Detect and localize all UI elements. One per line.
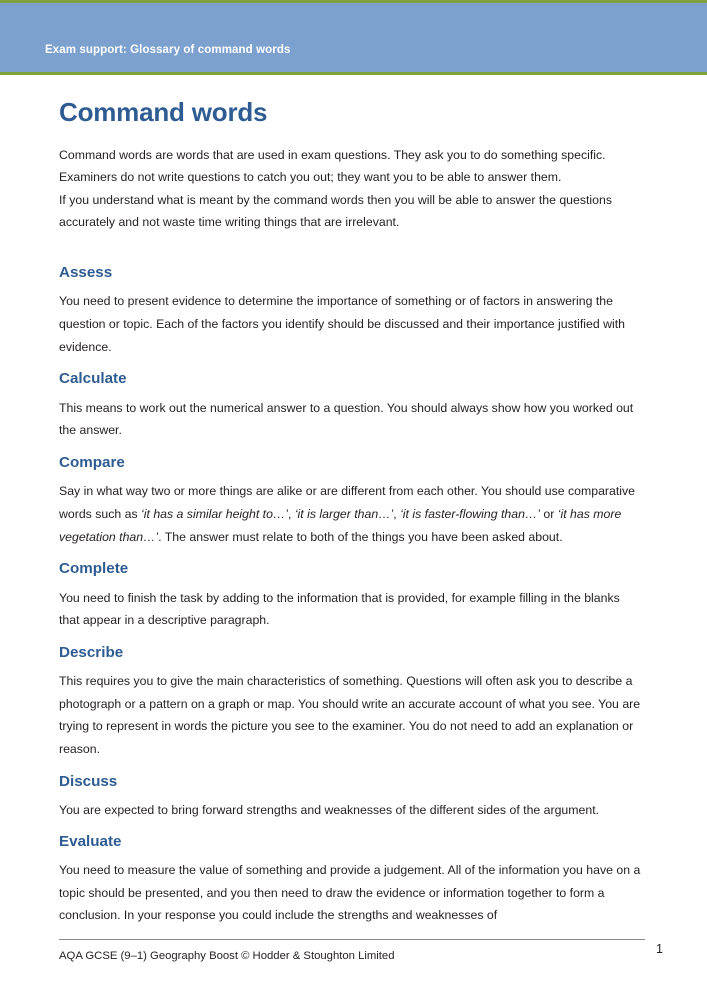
section-heading: Calculate [59,370,127,388]
glossary-section-compare [59,454,642,548]
page-number: 1 [656,942,663,956]
document-content [59,98,642,939]
intro-block [59,144,642,234]
glossary-section-discuss [59,773,642,822]
intro-paragraph-1: Command words are words that are used in exam questions. They ask you to do something specific. Examiners do not write questions to catch you out; they want you to be able to answer them. [59,147,606,185]
glossary-section-describe [59,644,642,761]
section-heading: Evaluate [59,832,122,850]
glossary-section-complete [59,560,642,632]
page-header-banner [0,0,707,75]
header-title: Exam support: Glossary of command words [45,44,291,56]
section-heading: Describe [59,643,124,661]
section-heading: Complete [59,560,129,578]
section-body: This requires you to give the main characteristics of something. Questions will often ask you to describe a photograph or a pattern on a graph or map. You should write an accurate account of what you see. You are trying to represent in words the picture you see to the examiner. You do not need to add an explanation or reason. [59,674,641,757]
section-heading: Compare [59,453,125,471]
section-heading: Discuss [59,772,118,790]
glossary-section-assess [59,264,642,358]
section-body: You need to present evidence to determine the importance of something or of factors in answering the question or topic. Each of the factors you identify should be discussed and their importance justified with evidence. [59,294,625,354]
footer-credit: AQA GCSE (9–1) Geography Boost © Hodder & Stoughton Limited [59,950,395,962]
intro-paragraph-2: If you understand what is meant by the command words then you will be able to answer the questions accurately and not waste time writing things that are irrelevant. [59,192,612,230]
section-body: You need to measure the value of something and provide a judgement. All of the information you have on a topic should be presented, and you then need to draw the evidence or information together to form a conclusion. In your response you could include the strengths and weaknesses of [59,863,641,923]
section-body: You need to finish the task by adding to the information that is provided, for example filling in the blanks that appear in a descriptive paragraph. [59,590,620,628]
glossary-section-evaluate [59,833,642,927]
section-body: Say in what way two or more things are alike or are different from each other. You should use comparative words such as ‘it has a similar height to…’, ‘it is larger than…’, ‘it is faster-flowing than…’ or ‘it has more vegetation than…’. The answer must relate to both of the things you have been asked about. [59,484,635,544]
section-body: This means to work out the numerical answer to a question. You should always show how you worked out the answer. [59,400,634,438]
footer-divider [59,939,645,940]
section-body: You are expected to bring forward strengths and weaknesses of the different sides of the argument. [59,803,600,818]
document-page [0,75,707,1000]
section-heading: Assess [59,263,113,281]
glossary-section-calculate [59,370,642,442]
page-title: Command words [59,97,268,127]
